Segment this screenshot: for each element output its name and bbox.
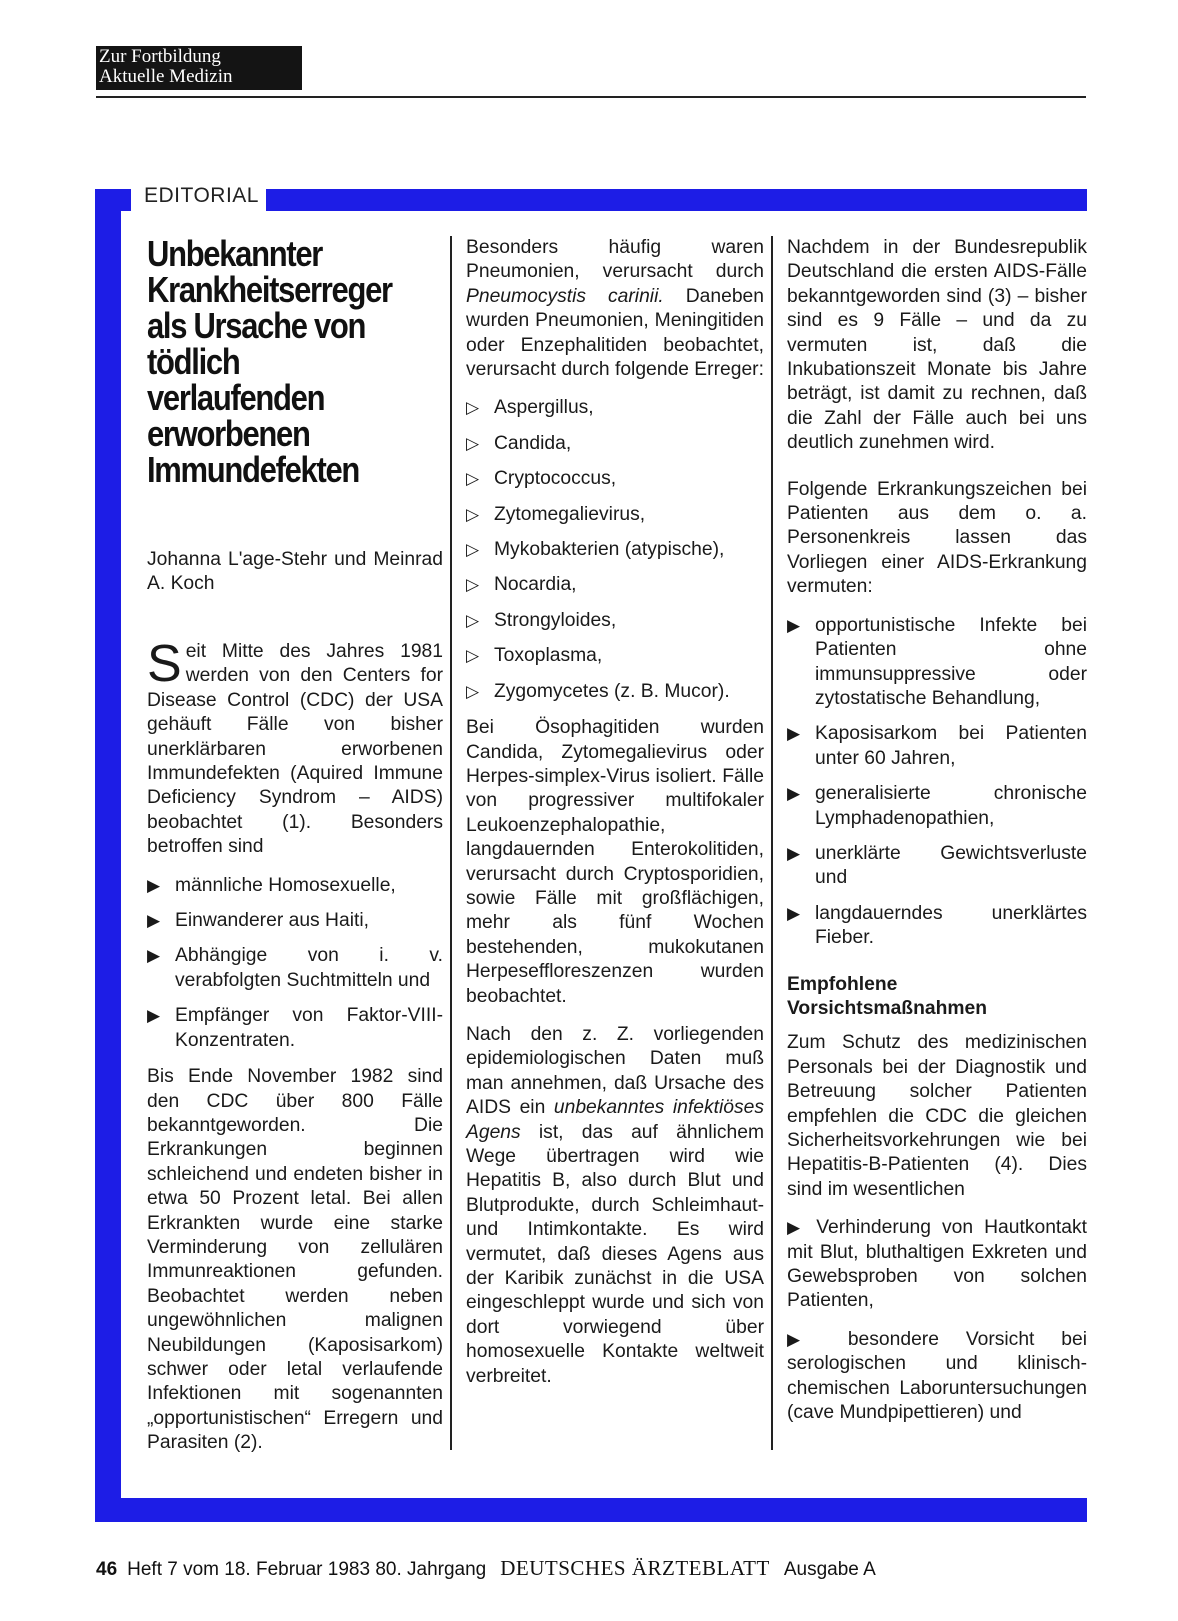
list-item: ▶ opportunistische Infekte bei Patienten ohne immunsuppressive oder zytostatische Behandlung, <box>787 614 1087 709</box>
outline-triangle-icon: ▷ <box>466 646 480 666</box>
drop-cap: S <box>147 635 182 693</box>
outline-triangle-icon: ▷ <box>466 469 480 489</box>
subheading: Empfohlene Vorsichtsmaßnahmen <box>787 973 988 1019</box>
outline-triangle-icon: ▷ <box>466 504 480 524</box>
triangle-bullet-icon: ▶ <box>787 1218 817 1238</box>
authors: Johanna L'age-Stehr und Meinrad A. Koch <box>147 549 443 595</box>
list-item: ▶ langdauerndes unerklärtes Fieber. <box>787 902 1087 949</box>
page-footer <box>96 1556 876 1581</box>
issue-info: Heft 7 vom 18. Februar 1983 80. Jahrgang <box>127 1559 487 1580</box>
list-item: ▷ Mykobakterien (atypische), <box>466 538 764 562</box>
list-item: ▷ Nocardia, <box>466 573 764 597</box>
outline-triangle-icon: ▷ <box>466 575 480 595</box>
triangle-bullet-icon: ▶ <box>787 615 801 635</box>
outline-triangle-icon: ▷ <box>466 433 480 453</box>
list-item: ▷ Zygomycetes (z. B. Mucor). <box>466 680 764 704</box>
outline-triangle-icon: ▷ <box>466 681 480 701</box>
outline-triangle-icon: ▷ <box>466 398 480 418</box>
frame-top-bar <box>266 189 1087 211</box>
frame-left-bar <box>95 189 121 1514</box>
pathogen-list <box>466 396 764 704</box>
outline-triangle-icon: ▷ <box>466 610 480 630</box>
triangle-bullet-icon: ▶ <box>787 903 801 923</box>
list-item: ▷ Cryptococcus, <box>466 467 764 491</box>
list-item: ▶ männliche Homosexuelle, <box>147 874 443 898</box>
triangle-bullet-icon: ▶ <box>147 1006 161 1026</box>
section-line-1: Zur Fortbildung <box>99 46 221 67</box>
page-number: 46 <box>96 1559 118 1580</box>
header-rule <box>96 96 1086 98</box>
column-3 <box>787 236 1087 1425</box>
risk-group-list <box>147 874 443 1053</box>
triangle-bullet-icon: ▶ <box>787 843 801 863</box>
triangle-bullet-icon: ▶ <box>787 784 801 804</box>
section-label <box>96 46 302 90</box>
symptom-list <box>787 614 1087 951</box>
list-item: ▶ Einwanderer aus Haiti, <box>147 909 443 933</box>
triangle-bullet-icon: ▶ <box>147 946 161 966</box>
list-item: ▶ generalisierte chronische Lymphadenopathien, <box>787 783 1087 829</box>
triangle-bullet-icon: ▶ <box>147 875 161 895</box>
intro-paragraph: Seit Mitte des Jahres 1981 werden von den Centers for Disease Control (CDC) der USA gehäuft Fälle von bisher unerklärbaren erworbenen Immundefekten (Aquired Immune Deficiency Syndrom – AIDS) beobachtet (1). Besonders betroffen sind <box>147 635 443 858</box>
kicker-editorial: EDITORIAL <box>144 184 259 207</box>
list-item: ▷ Aspergillus, <box>466 396 764 420</box>
edition: Ausgabe A <box>783 1559 876 1580</box>
list-item: ▷ Candida, <box>466 432 764 456</box>
paragraph: Bis Ende November 1982 sind den CDC über 800 Fälle bekanntgeworden. Die Erkrankungen beginnen schleichend und endeten bisher in etwa 50 Prozent letal. Bei allen Erkrankten wurde eine starke Verminderung von zellulären Immunreaktionen gefunden. Beobachtet werden neben ungewöhnlichen malignen Neubildungen (Kaposisarkom) schwer oder letal verlaufende Infektionen mit sogenannten „opportunistischen“ Erregern und Parasiten (2). <box>147 1066 443 1454</box>
list-item: ▷ Zytomegalievirus, <box>466 503 764 527</box>
paragraph: Bei Ösophagitiden wurden Candida, Zytomegalievirus oder Herpes-simplex-Virus isoliert. Fälle von progressiver multifokaler Leukoenzephalopathie, langdauernden Enterokolitiden, verursacht durch Cryptosporidien, sowie Fälle mit großflächigen, mehr als fünf Wochen bestehenden, mukokutanen Herpeseffloreszenzen wurden beobachtet. <box>466 717 764 1007</box>
triangle-bullet-icon: ▶ <box>787 1329 848 1349</box>
list-item: ▷ Toxoplasma, <box>466 644 764 668</box>
list-item: ▶ Kaposisarkom bei Patienten unter 60 Jahren, <box>787 723 1087 769</box>
section-line-2: Aktuelle Medizin <box>99 66 233 87</box>
list-item: ▶ unerklärte Gewichtsverluste und <box>787 842 1087 889</box>
frame-bottom-bar <box>95 1498 1087 1522</box>
list-item: ▶ Abhängige von i. v. verabfolgten Suchtmitteln und <box>147 945 443 991</box>
triangle-bullet-icon: ▶ <box>147 911 161 931</box>
paragraph: Folgende Erkrankungszeichen bei Patienten aus dem o. a. Personenkreis lassen das Vorliegen einer AIDS-Erkrankung vermuten: <box>787 478 1087 598</box>
triangle-bullet-icon: ▶ <box>787 724 801 744</box>
article-title: Unbekannter Krankheitserreger als Ursache von tödlich verlaufenden erworbenen Immundefekten <box>147 233 392 490</box>
measure-item: ▶ besondere Vorsicht bei serologischen und klinisch-chemischen Laboruntersuchungen (cave Mundpipettieren) und <box>787 1328 1088 1424</box>
column-rule-2 <box>771 236 773 1450</box>
paragraph: Nach den z. Z. vorliegenden epidemiologischen Daten muß man annehmen, daß Ursache des AIDS ein unbekanntes infektiöses Agens ist, das auf ähnlichem Wege übertragen wird wie Hepatitis B, also durch Blut und Blutprodukte, durch Schleimhaut- und Intimkontakte. Es wird vermutet, daß dieses Agens aus der Karibik zunächst in die USA eingeschleppt wurde und sich von dort vorwiegend über homosexuelle Kontakte weltweit verbreitet. <box>466 1023 764 1387</box>
column-rule-1 <box>450 236 452 1450</box>
paragraph: Besonders häufig waren Pneumonien, verursacht durch Pneumocystis carinii. Daneben wurden Pneumonien, Meningitiden oder Enzephalitiden beobachtet, verursacht durch folgende Erreger: <box>466 237 764 381</box>
measure-item: ▶ Verhinderung von Hautkontakt mit Blut, bluthaltigen Exkreten und Gewebsproben von solchen Patienten, <box>787 1217 1088 1312</box>
outline-triangle-icon: ▷ <box>466 540 480 560</box>
list-item: ▷ Strongyloides, <box>466 609 764 633</box>
list-item: ▶ Empfänger von Faktor-VIII-Konzentraten. <box>147 1005 443 1051</box>
paragraph: Nachdem in der Bundesrepublik Deutschland die ersten AIDS-Fälle bekanntgeworden sind (3) – bisher sind es 9 Fälle – und da zu vermuten ist, daß die Inkubationszeit Monate bis Jahre beträgt, ist damit zu rechnen, daß die Zahl der Fälle auch bei uns deutlich zunehmen wird. <box>787 237 1087 454</box>
column-1 <box>147 635 443 1456</box>
column-2 <box>466 236 764 1389</box>
paragraph: Zum Schutz des medizinischen Personals bei der Diagnostik und Betreuung solcher Patienten empfehlen die CDC die gleichen Sicherheitsvorkehrungen wie bei Hepatitis-B-Patienten (4). Dies sind im wesentlichen <box>787 1032 1087 1200</box>
frame-top-stub <box>95 189 131 211</box>
journal-name: DEUTSCHES ÄRZTEBLATT <box>500 1556 770 1580</box>
